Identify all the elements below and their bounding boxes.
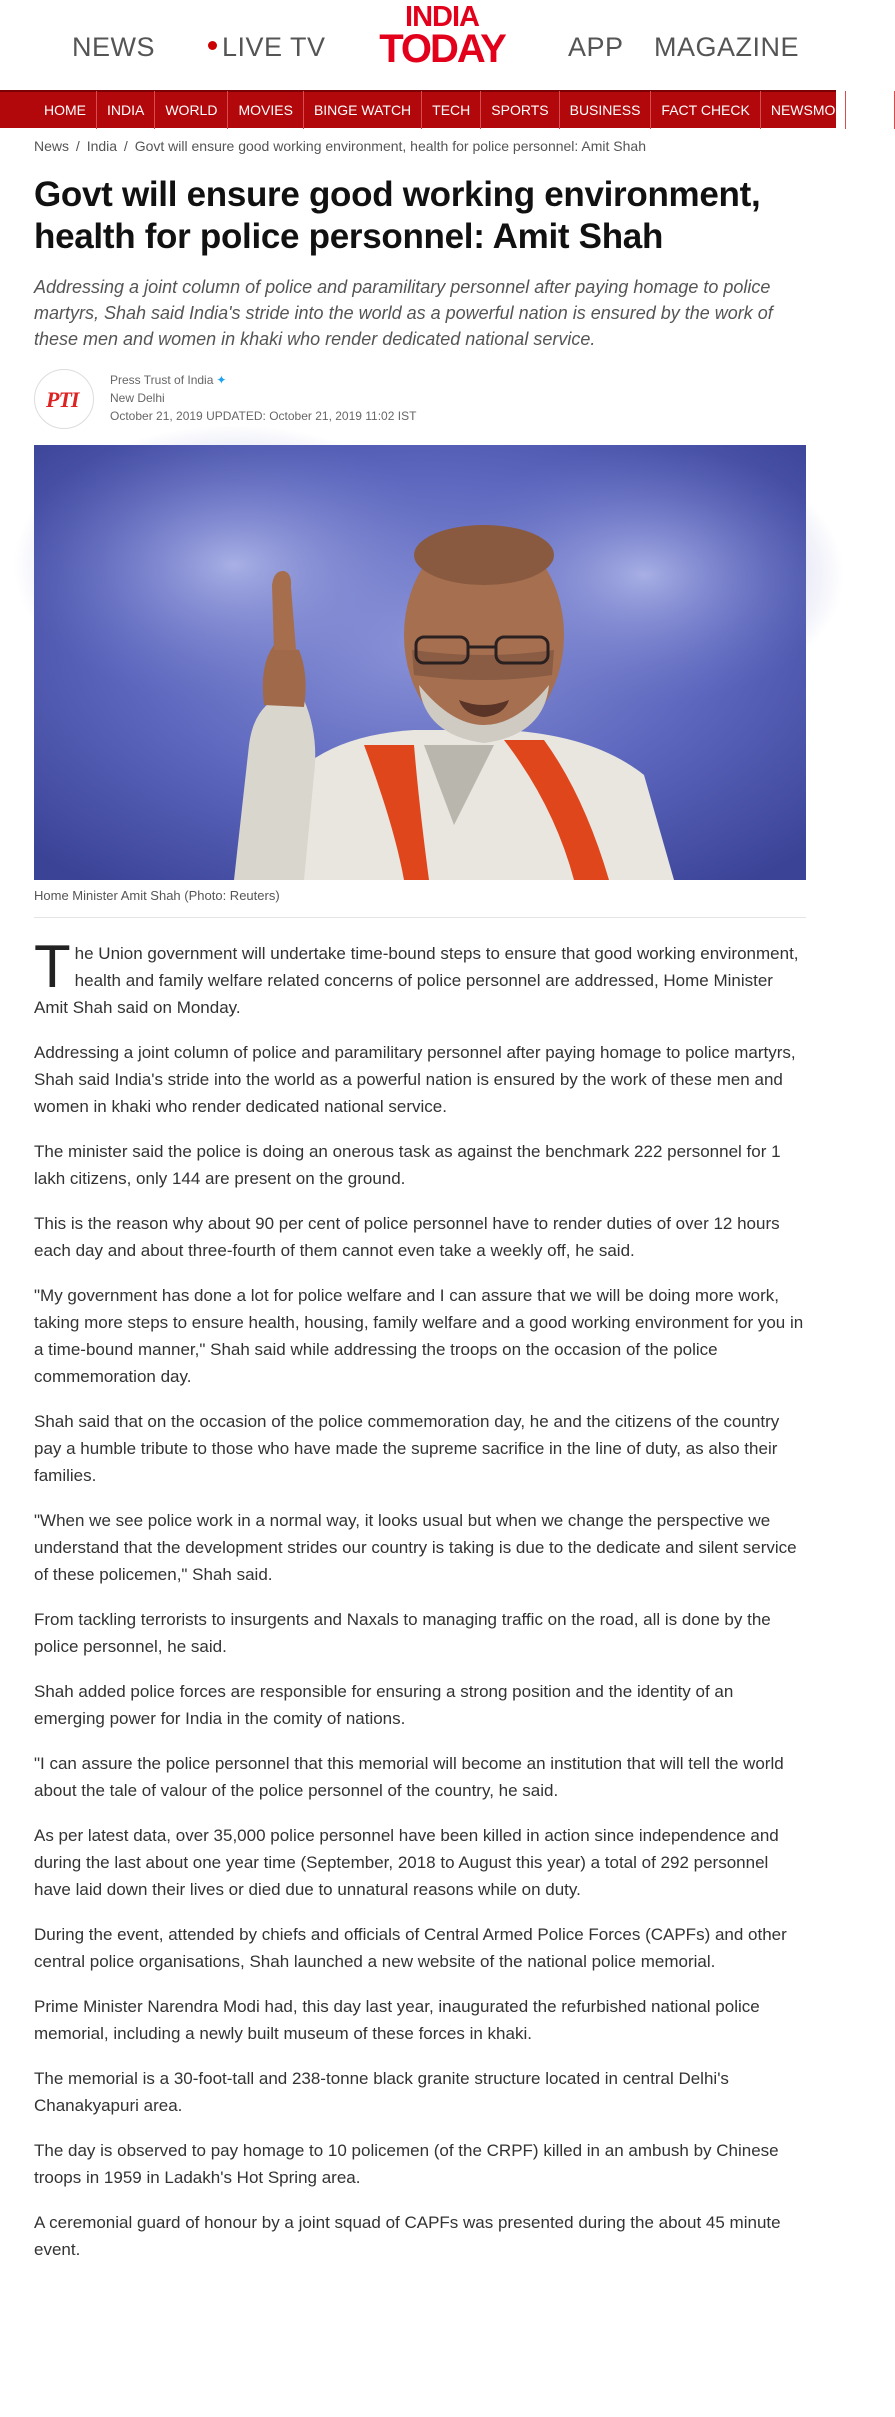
menu-item-newsmo[interactable]: NEWSMO (761, 91, 847, 129)
site-header (0, 0, 836, 90)
article-paragraph: "I can assure the police personnel that this memorial will become an institution that will tell the world about the tale of valour of the police personnel of the country, he said. (34, 1754, 784, 1800)
menu-item-world[interactable]: WORLD (155, 91, 228, 129)
logo-line-1: INDIA (405, 1, 479, 33)
article-paragraph: A ceremonial guard of honour by a joint squad of CAPFs was presented during the about 45 minute event. (34, 2213, 781, 2259)
twitter-icon[interactable]: ✦ (216, 373, 227, 387)
pti-logo-text: PTI (46, 387, 79, 412)
breadcrumb-current: Govt will ensure good working environment, health for police personnel: Amit Shah (134, 138, 646, 154)
author-name[interactable]: Press Trust of India (110, 373, 214, 387)
byline-meta (110, 371, 416, 425)
nav-live-tv-link[interactable] (208, 32, 326, 63)
divider (34, 917, 806, 918)
updated-date: UPDATED: October 21, 2019 11:02 IST (206, 409, 417, 423)
article-container (34, 128, 806, 2281)
breadcrumb: News / India / Govt will ensure good working environment, health for police personnel: Amit Shah (34, 138, 646, 154)
menu-item-binge-watch[interactable]: BINGE WATCH (304, 91, 422, 129)
section-menu (0, 90, 885, 128)
india-today-logo[interactable] (368, 1, 516, 71)
nav-magazine-link[interactable]: MAGAZINE (654, 32, 800, 62)
publish-date: October 21, 2019 (110, 409, 203, 423)
article-paragraph-1 (34, 933, 806, 1021)
article-paragraph: The day is observed to pay homage to 10 policemen (of the CRPF) killed in an ambush by Chinese troops in 1959 in Ladakh's Hot Spring area. (34, 2141, 779, 2187)
article-paragraph: The memorial is a 30-foot-tall and 238-tonne black granite structure located in central Delhi's Chanakyapuri area. (34, 2069, 729, 2115)
article-paragraph: Addressing a joint column of police and paramilitary personnel after paying homage to police martyrs, Shah said India's stride into the world as a powerful nation is ensured by the work of these men and women in khaki who render dedicated national service. (34, 1043, 796, 1116)
nav-news-link[interactable]: NEWS (72, 32, 155, 62)
article-paragraph: Prime Minister Narendra Modi had, this day last year, inaugurated the refurbished national police memorial, including a newly built museum of these forces in khaki. (34, 1997, 760, 2043)
article-paragraph: During the event, attended by chiefs and officials of Central Armed Police Forces (CAPFs) and other central police organisations, Shah launched a new website of the national police memorial. (34, 1925, 787, 1971)
menu-item-home[interactable]: HOME (34, 91, 97, 129)
article-paragraph: Shah added police forces are responsible for ensuring a strong position and the identity of an emerging power for India in the comity of nations. (34, 1682, 734, 1728)
pti-logo[interactable] (34, 369, 94, 429)
breadcrumb-india[interactable]: India (86, 138, 118, 154)
menu-item-tech[interactable]: TECH (422, 91, 481, 129)
menu-item-fact-check[interactable]: FACT CHECK (651, 91, 760, 129)
dateline-location: New Delhi (110, 391, 165, 405)
menu-item-india[interactable]: INDIA (97, 91, 155, 129)
article-paragraph: Shah said that on the occasion of the police commemoration day, he and the citizens of the country pay a humble tribute to those who have made the supreme sacrifice in the line of duty, as also their families. (34, 1412, 780, 1485)
menu-item-business[interactable]: BUSINESS (560, 91, 652, 129)
article-body (34, 933, 806, 2263)
byline (34, 369, 806, 431)
article-paragraph: "When we see police work in a normal way, it looks usual but when we change the perspective we understand that the development strides our country is taking is due to the dedicate and silent service of these policemen," Shah said. (34, 1511, 797, 1584)
menu-item-movies[interactable]: MOVIES (228, 91, 303, 129)
hero-photo-illustration (34, 445, 806, 880)
hero-photo (34, 445, 806, 880)
article-paragraph: The minister said the police is doing an onerous task as against the benchmark 222 personnel for 1 lakh citizens, only 144 are present on the ground. (34, 1142, 781, 1188)
article-headline: Govt will ensure good working environment, health for police personnel: Amit Shah (34, 175, 761, 256)
article-paragraph: "My government has done a lot for police welfare and I can assure that we will be doing more work, taking more steps to ensure health, housing, family welfare and a good working environment for you in a time-bound manner," Shah said while addressing the troops on the occasion of the police commemoration day. (34, 1286, 804, 1386)
image-caption: Home Minister Amit Shah (Photo: Reuters) (34, 888, 280, 903)
breadcrumb-news[interactable]: News (34, 138, 70, 154)
article-summary: Addressing a joint column of police and paramilitary personnel after paying homage to police martyrs, Shah said India's stride into the world as a powerful nation is ensured by the work of these men and women in khaki who render dedicated national service. (34, 277, 773, 349)
nav-app-link[interactable]: APP (568, 32, 624, 62)
article-paragraph-1-text: he Union government will undertake time-bound steps to ensure that good working environment, health and family welfare related concerns of police personnel are addressed, Home Minister Amit Shah said on Monday. (34, 944, 799, 1017)
logo-line-2: TODAY (379, 26, 505, 71)
menu-item-trending[interactable]: TRE (846, 91, 895, 129)
menu-item-sports[interactable]: SPORTS (481, 91, 559, 129)
nav-live-tv-label: LIVE TV (222, 32, 326, 62)
article-paragraph: From tackling terrorists to insurgents and Naxals to managing traffic on the road, all is done by the police personnel, he said. (34, 1610, 771, 1656)
live-dot-icon (208, 41, 217, 50)
drop-cap: T (34, 933, 71, 1000)
article-paragraph: This is the reason why about 90 per cent of police personnel have to render duties of over 12 hours each day and about three-fourth of them cannot even take a weekly off, he said. (34, 1214, 780, 1260)
article-paragraph: As per latest data, over 35,000 police personnel have been killed in action since independence and during the last about one year time (September, 2018 to August this year) a total of 292 personnel have laid down their lives or died due to unnatural reasons while on duty. (34, 1826, 779, 1899)
